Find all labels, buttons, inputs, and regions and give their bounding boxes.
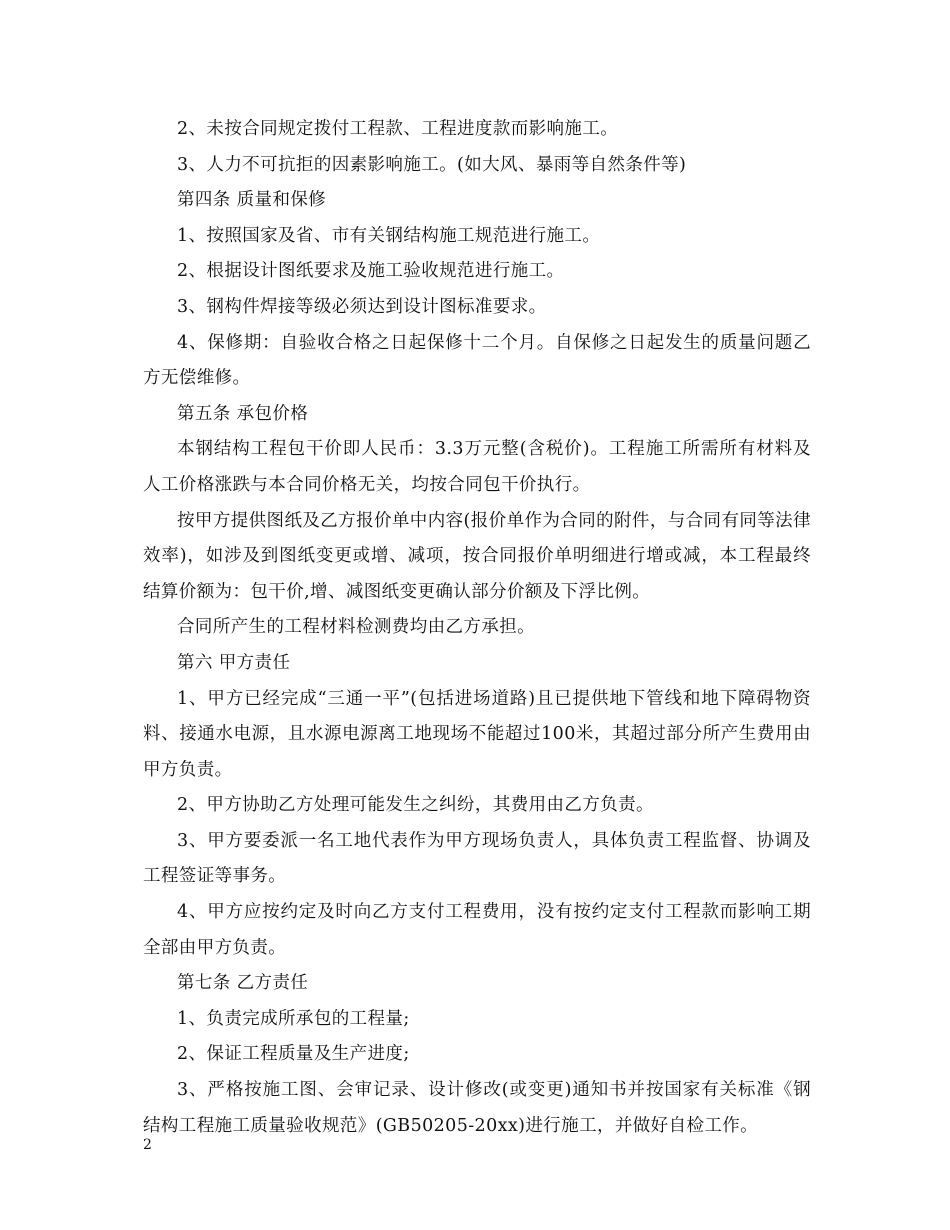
paragraph: 3、甲方要委派一名工地代表作为甲方现场负责人，具体负责工程监督、协调及工程签证等事务。 (143, 830, 811, 887)
section-heading: 第六 甲方责任 (177, 652, 291, 673)
section-heading: 第七条 乙方责任 (177, 973, 309, 994)
paragraph: 4、保修期：自验收合格之日起保修十二个月。自保修之日起发生的质量问题乙方无偿维修。 (143, 332, 811, 389)
paragraph: 3、严格按施工图、会审记录、设计修改(或变更)通知书并按国家有关标准《钢结构工程施工质量验收规范》(GB50205-20xx)进行施工，并做好自检工作。 (143, 1080, 811, 1136)
paragraph: 2、保证工程质量及生产进度; (177, 1044, 410, 1065)
paragraph: 1、按照国家及省、市有关钢结构施工规范进行施工。 (177, 225, 601, 246)
paragraph: 2、甲方协助乙方处理可能发生之纠纷，其费用由乙方负责。 (177, 795, 654, 816)
paragraph: 合同所产生的工程材料检测费均由乙方承担。 (177, 617, 535, 638)
paragraph: 1、负责完成所承包的工程量; (177, 1008, 410, 1029)
paragraph: 本钢结构工程包干价即人民币：3.3万元整(含税价)。工程施工所需所有材料及人工价格涨跌与本合同价格无关，均按合同包干价执行。 (143, 439, 811, 495)
paragraph: 2、未按合同规定拨付工程款、工程进度款而影响施工。 (177, 119, 619, 139)
section-heading: 第五条 承包价格 (177, 403, 309, 424)
paragraph: 1、甲方已经完成“三通一平”(包括进场道路)且已提供地下管线和地下障碍物资料、接通水电源，且水源电源离工地现场不能超过100米，其超过部分所产生费用由甲方负责。 (143, 688, 811, 780)
paragraph: 3、人力不可抗拒的因素影响施工。(如大风、暴雨等自然条件等) (177, 154, 687, 175)
page-number: 2 (143, 1137, 152, 1153)
document-body (143, 112, 811, 1144)
paragraph: 按甲方提供图纸及乙方报价单中内容(报价单作为合同的附件，与合同有同等法律效率)，如涉及到图纸变更或增、减项，按合同报价单明细进行增或减，本工程最终结算价额为：包干价,增、减图纸变更确认部分价额及下浮比例。 (143, 510, 811, 602)
paragraph: 3、钢构件焊接等级必须达到设计图标准要求。 (177, 296, 547, 317)
paragraph: 4、甲方应按约定及时向乙方支付工程费用，没有按约定支付工程款而影响工期全部由甲方负责。 (143, 902, 811, 958)
section-heading: 第四条 质量和保修 (177, 190, 327, 211)
paragraph: 2、根据设计图纸要求及施工验收规范进行施工。 (177, 261, 565, 282)
